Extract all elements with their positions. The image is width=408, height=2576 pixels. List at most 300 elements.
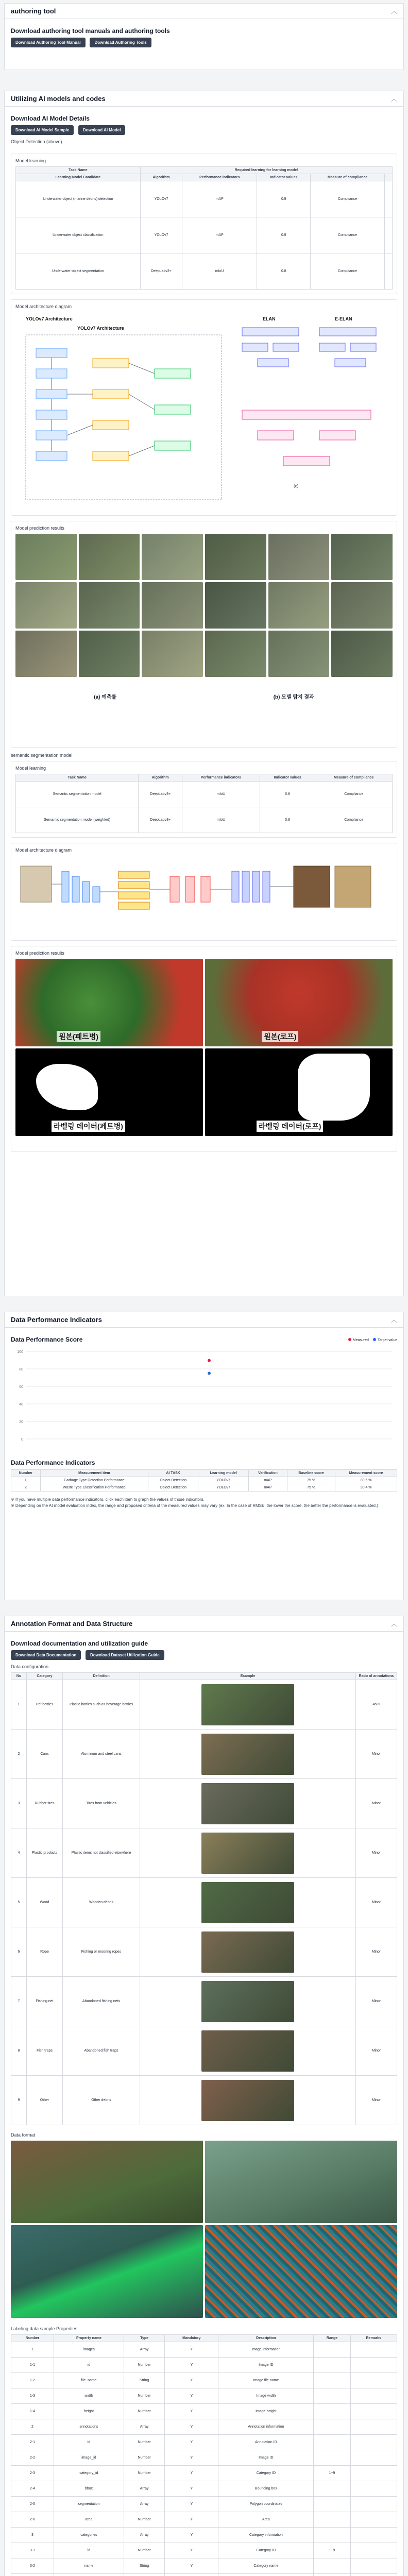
table-cell: Y: [165, 2358, 218, 2373]
table-header: Measurement score: [335, 1470, 397, 1477]
table-cell: Category information: [218, 2528, 314, 2543]
table-header: Algorithm: [139, 774, 182, 782]
y-tick-label: 80: [19, 1368, 23, 1371]
table-header: Description: [218, 2335, 314, 2342]
table-row: [11, 2512, 397, 2528]
table-cell: 7: [11, 1977, 27, 2026]
table-cell: images: [54, 2342, 124, 2358]
example-image: [205, 2141, 397, 2223]
table-cell: YOLOv7: [140, 217, 182, 253]
table-cell: mIoU: [182, 782, 260, 807]
indicators-table: [11, 1469, 397, 1492]
table-row: [11, 1927, 397, 1977]
result-image: [331, 534, 393, 580]
table-cell: [350, 2466, 397, 2481]
table-cell: Underwater object classification: [16, 217, 141, 253]
table-cell: segmentation: [54, 2497, 124, 2512]
table-cell: width: [54, 2388, 124, 2404]
seg-architecture-title: Model architecture diagram: [15, 848, 72, 853]
table-cell: 2-4: [11, 2481, 54, 2497]
table-header: Algorithm: [140, 174, 182, 181]
results-title: Model prediction results: [15, 526, 65, 531]
table-cell: Aluminum and steel cans: [63, 1730, 140, 1779]
table-cell: Semantic segmentation model: [16, 782, 139, 807]
result-image: [142, 582, 203, 629]
table-cell: mAP: [182, 217, 257, 253]
table-cell: [314, 2450, 350, 2466]
table-row: [11, 1977, 397, 2026]
table-row: [11, 1730, 397, 1779]
table-cell: Fishing net: [27, 1977, 63, 2026]
table-cell: Number: [124, 2404, 164, 2419]
svg-text:(c): (c): [294, 484, 299, 488]
table-row: [11, 2543, 397, 2558]
table-cell: 2-3: [11, 2466, 54, 2481]
download-model-button[interactable]: Download AI Model: [78, 125, 125, 135]
table-cell: [314, 2373, 350, 2388]
indicators-title: Data Performance Indicators: [11, 1459, 95, 1466]
arch-label-left: YOLOv7 Architecture: [26, 316, 73, 321]
table-cell: 90.4 %: [335, 1484, 397, 1492]
table-cell: 2-2: [11, 2450, 54, 2466]
table-cell: Minor: [356, 1828, 397, 1878]
table-cell: Other: [27, 2076, 63, 2125]
authoring-header[interactable]: [5, 4, 403, 19]
table-header: Example: [140, 1673, 356, 1680]
table-cell: Y: [165, 2373, 218, 2388]
annotation-section: [4, 1616, 404, 2576]
table-cell: Bounding box: [218, 2481, 314, 2497]
performance-note-2: ※ Depending on the AI model evaluation index, the range and proposed criteria of the measured values may vary (ex. In the case of RMSE, the lower the score, the better the performance is evaluated.): [11, 1503, 378, 1508]
table-cell: Fishing or mooring ropes: [63, 1927, 140, 1977]
table-cell: Minor: [356, 1878, 397, 1927]
section-title: authoring tool: [11, 7, 56, 15]
authoring-section: [4, 3, 404, 70]
download-title: Download AI Model Details: [11, 115, 90, 122]
table-cell: 1-4: [11, 2404, 54, 2419]
table-cell: Minor: [356, 1730, 397, 1779]
table-cell: Semantic segmentation model (weighted): [16, 807, 139, 833]
table-cell: DeepLabv3+: [139, 807, 182, 833]
table-row: [11, 2528, 397, 2543]
table-cell: Compliance: [311, 181, 385, 217]
table-cell: 1~9: [314, 2466, 350, 2481]
seg-architecture-card: [11, 843, 397, 941]
table-cell: 1-2: [11, 2373, 54, 2388]
props-table: [11, 2334, 397, 2576]
table-header: Baseline score: [287, 1470, 335, 1477]
download-manual-button[interactable]: Download Authoring Tool Manual: [11, 38, 86, 47]
table-header: Task Name: [16, 167, 141, 174]
table-cell: [54, 2574, 124, 2576]
table-cell: Image information: [218, 2342, 314, 2358]
table-cell: [350, 2435, 397, 2450]
download-documentation-button[interactable]: Download Data Documentation: [11, 1650, 81, 1660]
y-tick-label: 20: [19, 1420, 23, 1424]
example-image: [201, 1833, 294, 1874]
chevron-up-icon[interactable]: ︿: [390, 95, 397, 103]
table-cell: Compliance: [315, 782, 393, 807]
table-row: [11, 2388, 397, 2404]
table-cell: Wooden debris: [63, 1878, 140, 1927]
table-cell: 2: [11, 1730, 27, 1779]
table-cell: 2-6: [11, 2512, 54, 2528]
model-learning-table: [15, 166, 393, 290]
table-cell: 1-1: [11, 2358, 54, 2373]
table-cell: [350, 2342, 397, 2358]
table-cell: [165, 2574, 218, 2576]
table-cell: Plastic bottles such as beverage bottles: [63, 1680, 140, 1730]
architecture-diagram: [15, 312, 397, 508]
example-image: [201, 1931, 294, 1973]
table-cell: Category name: [218, 2558, 314, 2574]
table-cell: [124, 2574, 164, 2576]
seg-architecture-diagram: [15, 856, 397, 933]
result-image: [79, 582, 140, 629]
table-row: [16, 181, 393, 217]
table-row: [11, 2342, 397, 2358]
table-cell: YOLOv7: [198, 1484, 249, 1492]
seg-image-label: 원본(페트병): [57, 1031, 100, 1042]
table-cell: Y: [165, 2497, 218, 2512]
table-cell: 3-1: [11, 2543, 54, 2558]
table-cell: Rubber tires: [27, 1779, 63, 1828]
chevron-up-icon[interactable]: ︿: [390, 8, 397, 15]
table-cell: [350, 2419, 397, 2435]
seg-image-label: 원본(로프): [262, 1031, 298, 1042]
table-cell: height: [54, 2404, 124, 2419]
table-cell: 75 %: [287, 1484, 335, 1492]
performance-chart: [11, 1346, 397, 1449]
table-cell: Compliance: [315, 807, 393, 833]
caption-b: (b) 모델 탐지 결과: [273, 694, 314, 700]
seg-learning-card: [11, 761, 397, 838]
table-row: [11, 2435, 397, 2450]
table-cell: Y: [165, 2450, 218, 2466]
table-cell: Area: [218, 2512, 314, 2528]
architecture-title: Model architecture diagram: [15, 304, 72, 309]
table-cell: Minor: [356, 2076, 397, 2125]
table-cell: Annotation information: [218, 2419, 314, 2435]
table-header: [384, 174, 392, 181]
seg-image-label: 라벨링 데이터(로프): [257, 1121, 323, 1132]
download-guide-button[interactable]: Download Dataset Utilization Guide: [86, 1650, 164, 1660]
table-cell: 8: [11, 2026, 27, 2076]
table-header: Performance indicators: [182, 774, 260, 782]
table-cell: [350, 2497, 397, 2512]
result-image: [205, 631, 266, 677]
table-header: Remarks: [350, 2335, 397, 2342]
table-cell: [350, 2388, 397, 2404]
table-row: [16, 217, 393, 253]
table-header: Verification: [249, 1470, 287, 1477]
model-learning-title: Model learning: [15, 158, 46, 163]
table-cell: 1~9: [314, 2543, 350, 2558]
architecture-card: [11, 299, 397, 516]
table-cell: categories: [54, 2528, 124, 2543]
table-cell: Image ID: [218, 2358, 314, 2373]
seg-image: [15, 959, 203, 1046]
table-cell: [314, 2512, 350, 2528]
table-header: Ratio of annotations: [356, 1673, 397, 1680]
table-cell: [11, 2574, 54, 2576]
table-cell: Number: [124, 2512, 164, 2528]
example-image: [201, 1783, 294, 1824]
table-cell: 4: [11, 1828, 27, 1878]
table-row: [11, 1680, 397, 1730]
result-image: [15, 631, 77, 677]
table-cell: Minor: [356, 2026, 397, 2076]
table-cell: file_name: [54, 2373, 124, 2388]
table-cell: [218, 2574, 314, 2576]
table-cell: Y: [165, 2481, 218, 2497]
table-header: Task Name: [16, 774, 139, 782]
table-row: [16, 782, 393, 807]
arch-label-right: ELAN: [263, 316, 276, 321]
table-cell: [350, 2450, 397, 2466]
legend-measured-dot: [348, 1338, 351, 1341]
table-cell: Cans: [27, 1730, 63, 1779]
table-cell: Image width: [218, 2388, 314, 2404]
table-cell: Array: [124, 2481, 164, 2497]
table-cell: [350, 2543, 397, 2558]
table-row: [11, 2076, 397, 2125]
table-cell: Minor: [356, 1779, 397, 1828]
table-cell: Y: [165, 2512, 218, 2528]
seg-image: [205, 1048, 393, 1136]
table-cell: Y: [165, 2435, 218, 2450]
chevron-up-icon[interactable]: ︿: [390, 1620, 397, 1628]
table-cell: 1: [11, 1477, 41, 1484]
table-cell: [314, 2358, 350, 2373]
example-image-cell: [140, 1730, 356, 1779]
table-cell: mAP: [249, 1484, 287, 1492]
score-title: Data Performance Score: [11, 1336, 83, 1343]
table-header: Measurement item: [40, 1470, 148, 1477]
table-header: Measure of compliance: [311, 174, 385, 181]
table-row: [11, 2466, 397, 2481]
table-cell: [314, 2481, 350, 2497]
result-image: [331, 631, 393, 677]
table-cell: String: [124, 2558, 164, 2574]
table-cell: id: [54, 2543, 124, 2558]
table-cell: Array: [124, 2497, 164, 2512]
table-cell: Polygon coordinates: [218, 2497, 314, 2512]
table-cell: 45%: [356, 1680, 397, 1730]
table-cell: Y: [165, 2388, 218, 2404]
table-cell: bbox: [54, 2481, 124, 2497]
result-image: [268, 534, 330, 580]
table-cell: 0.8: [260, 807, 315, 833]
table-cell: [314, 2342, 350, 2358]
seg-image-label: 라벨링 데이터(페트병): [52, 1121, 125, 1132]
table-cell: [314, 2435, 350, 2450]
table-cell: 6: [11, 1927, 27, 1977]
table-cell: Array: [124, 2419, 164, 2435]
svg-text:YOLOv7 Architecture: YOLOv7 Architecture: [77, 326, 124, 331]
table-cell: Abandoned fishing nets: [63, 1977, 140, 2026]
example-image: [11, 2141, 203, 2223]
result-image: [142, 534, 203, 580]
table-row: [11, 2026, 397, 2076]
table-cell: Object Detection: [148, 1484, 198, 1492]
table-cell: Compliance: [311, 253, 385, 290]
table-cell: [314, 2419, 350, 2435]
table-header: Performance indicators: [182, 174, 257, 181]
download-tool-button[interactable]: Download Authoring Tools: [90, 38, 151, 47]
seg-image: [15, 1048, 203, 1136]
table-cell: Category ID: [218, 2466, 314, 2481]
table-cell: 75 %: [287, 1477, 335, 1484]
table-cell: [350, 2373, 397, 2388]
example-image-cell: [140, 1680, 356, 1730]
table-row: [11, 2574, 397, 2576]
table-cell: [350, 2481, 397, 2497]
table-cell: id: [54, 2435, 124, 2450]
table-cell: 89.6 %: [335, 1477, 397, 1484]
table-cell: Plastic items not classified elsewhere: [63, 1828, 140, 1878]
table-cell: [350, 2558, 397, 2574]
section-title: Annotation Format and Data Structure: [11, 1620, 133, 1628]
table-header: Learning Model Candidate: [16, 174, 141, 181]
table-row: [11, 2373, 397, 2388]
arch-label-right2: E-ELAN: [335, 316, 352, 321]
seg-image: [205, 959, 393, 1046]
download-title: Download documentation and utilization guide: [11, 1640, 148, 1647]
table-cell: YOLOv7: [198, 1477, 249, 1484]
table-header: Required learning for learning model: [140, 167, 392, 174]
section-title: Data Performance Indicators: [11, 1316, 103, 1324]
y-tick-label: 60: [19, 1385, 23, 1389]
table-cell: [350, 2528, 397, 2543]
table-row: [11, 2481, 397, 2497]
table-row: [11, 2558, 397, 2574]
table-cell: annotations: [54, 2419, 124, 2435]
table-cell: image_id: [54, 2450, 124, 2466]
table-header: AI TASK: [148, 1470, 198, 1477]
table-header: Property name: [54, 2335, 124, 2342]
table-row: [11, 1878, 397, 1927]
table-cell: 2-5: [11, 2497, 54, 2512]
table-cell: [314, 2497, 350, 2512]
result-image: [142, 631, 203, 677]
table-row: [16, 807, 393, 833]
example-image: [201, 2080, 294, 2121]
example-image-cell: [140, 1927, 356, 1977]
table-header: Measure of compliance: [315, 774, 393, 782]
table-cell: Image height: [218, 2404, 314, 2419]
chart-legend: [345, 1338, 397, 1342]
example-image-cell: [140, 1878, 356, 1927]
table-header: Number: [11, 2335, 54, 2342]
table-cell: 0.8: [260, 782, 315, 807]
table-header: Indicator values: [257, 174, 311, 181]
table-cell: [350, 2512, 397, 2528]
download-model-sample-button[interactable]: Download AI Model Sample: [11, 125, 74, 135]
result-image: [205, 582, 266, 629]
table-cell: Number: [124, 2543, 164, 2558]
target-point: [208, 1372, 211, 1375]
table-cell: Y: [165, 2558, 218, 2574]
seg-results-title: Model prediction results: [15, 951, 65, 956]
table-cell: YOLOv7: [140, 181, 182, 217]
performance-header[interactable]: [5, 1312, 403, 1328]
table-cell: Number: [124, 2388, 164, 2404]
table-cell: mAP: [249, 1477, 287, 1484]
table-cell: 3: [11, 2528, 54, 2543]
result-image: [15, 534, 77, 580]
example-image: [11, 2225, 203, 2318]
table-cell: Underwater object segmentation: [16, 253, 141, 290]
table-cell: 1: [11, 1680, 27, 1730]
table-cell: Other debris: [63, 2076, 140, 2125]
result-image: [205, 534, 266, 580]
annotation-header[interactable]: [5, 1616, 403, 1632]
example-image: [201, 1882, 294, 1923]
table-header: Mandatory: [165, 2335, 218, 2342]
table-cell: 0.9: [257, 217, 311, 253]
table-cell: Y: [165, 2466, 218, 2481]
table-header: Learning model: [198, 1470, 249, 1477]
table-row: [11, 2497, 397, 2512]
table-header: No: [11, 1673, 27, 1680]
legend-label: Target value: [377, 1338, 397, 1342]
table-row[interactable]: [11, 1484, 397, 1492]
table-cell: 5: [11, 1878, 27, 1927]
table-cell: Compliance: [311, 217, 385, 253]
table-cell: Rope: [27, 1927, 63, 1977]
table-row: [11, 2404, 397, 2419]
y-tick-label: 40: [19, 1403, 23, 1406]
table-cell: Object Detection: [148, 1477, 198, 1484]
table-cell: Number: [124, 2450, 164, 2466]
table-cell: Underwater object (marine debris) detection: [16, 181, 141, 217]
table-cell: 2: [11, 1484, 41, 1492]
example-image: [201, 2030, 294, 2072]
models-header[interactable]: [5, 91, 403, 107]
table-cell: name: [54, 2558, 124, 2574]
seg-learning-table: [15, 774, 393, 833]
table-cell: Y: [165, 2543, 218, 2558]
measured-point: [208, 1359, 211, 1362]
seg-results-card: [11, 946, 397, 1152]
table-cell: Image ID: [218, 2450, 314, 2466]
table-cell: Array: [124, 2342, 164, 2358]
config-label: Data configuration: [11, 1664, 49, 1669]
table-cell: Category ID: [218, 2543, 314, 2558]
table-cell: Plastic products: [27, 1828, 63, 1878]
table-cell: Pet bottles: [27, 1680, 63, 1730]
table-cell: DeepLabv3+: [140, 253, 182, 290]
chevron-up-icon[interactable]: ︿: [390, 1316, 397, 1324]
table-row[interactable]: [11, 1477, 397, 1484]
table-row: [11, 1828, 397, 1878]
table-cell: [350, 2358, 397, 2373]
table-cell: 3: [11, 1779, 27, 1828]
table-cell: 0.9: [257, 181, 311, 217]
result-image: [79, 631, 140, 677]
table-cell: [350, 2404, 397, 2419]
table-cell: Array: [124, 2528, 164, 2543]
legend-label: Measured: [352, 1338, 369, 1342]
table-cell: Y: [165, 2528, 218, 2543]
table-cell: Abandoned fish traps: [63, 2026, 140, 2076]
legend-target-dot: [373, 1338, 376, 1341]
table-cell: category_id: [54, 2466, 124, 2481]
table-header: Number: [11, 1470, 41, 1477]
table-cell: Minor: [356, 1977, 397, 2026]
table-cell: Fish traps: [27, 2026, 63, 2076]
